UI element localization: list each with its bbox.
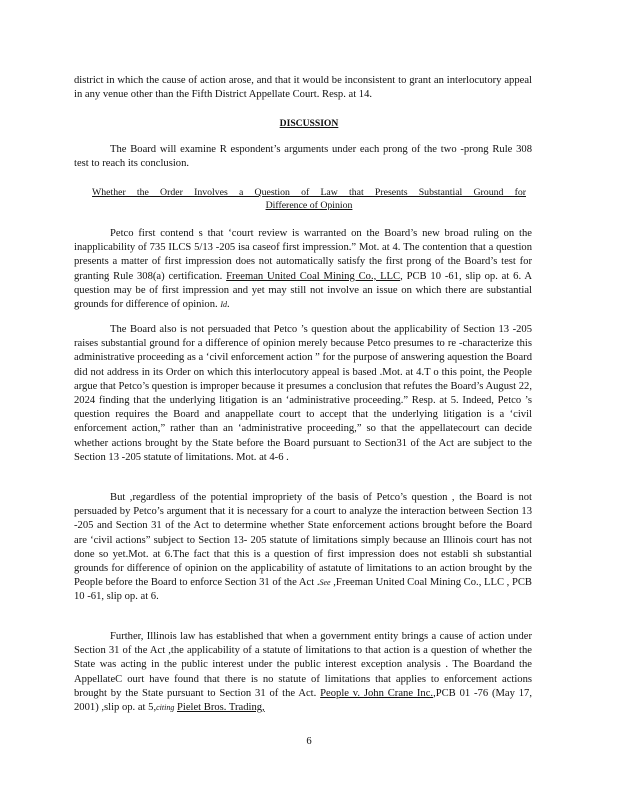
citation-pielet: Pielet Bros. Trading,	[176, 702, 265, 714]
paragraph-petco-contends	[74, 227, 532, 312]
discussion-heading: DISCUSSION	[279, 118, 339, 129]
p6-text-b: ,PCB 01 -76 (May 17, 2001) ,slip op. at 5,	[74, 687, 532, 714]
p3-text-a: Petco first contend s that ‘court review is warranted on the Board’s new broad ruling on the inapplicability of 735 ILCS 5/13 -205 isa caseof first impression.” Mot. at 4. The contention that a question presents a matter of first impression does not automatically satisfy the first prong of the Board’s test for granting Rule 308(a) certification.	[74, 228, 532, 282]
citation-john-crane: People v. John Crane Inc.	[320, 687, 434, 699]
p6-text-a: Further, Illinois law has established that when a government entity brings a cause of action under Section 31 of the Act ,the applicability of a statute of limitations to that action is a question of whether the State was acting in the public interest under the public interest exception analysis . The Boardand the AppellateC ourt have found that there is no statute of limitations that applies to enforcement actions brought by the State pursuant to Section 31 of the Act.	[74, 631, 532, 699]
p3-text-c: .	[227, 299, 230, 311]
p3-text-b: , PCB 10 -61, slip op. at 6. A question may be of first impression and yet may still not involve an issue on which there are substantial grounds for difference of opinion.	[74, 270, 533, 311]
paragraph-illinois-law	[74, 630, 532, 715]
subheading-line-1: Whether the Order Involves a Question of Law that Presents Substantial Ground for	[92, 187, 526, 198]
page-number: 6	[306, 736, 312, 747]
paragraph-intro: district in which the cause of action arose, and that it would be inconsistent to grant an interlocutory appeal in any venue other than the Fifth District Appellate Court. Resp. at 14.	[74, 75, 532, 101]
citation-citing: citing	[156, 703, 175, 713]
section-heading	[0, 117, 618, 131]
subheading-line-2: Difference of Opinion	[265, 200, 353, 211]
paragraph-not-persuaded: The Board also is not persuaded that Petco ’s question about the applicability of Section 13 -205 raises substantial ground for a difference of opinion merely because Petco presumes to re -characterize this administrative proceeding as a ‘civil enforcement action ” for the purpose of answering aquestion the Board did not address in its Order on which this interlocutory appeal is based .Mot. at 4.T o this point, the People argue that Petco’s question is improper because it presumes a conclusion that refutes the Board’s August 22, 2024 finding that the underlying litigation is an ‘administrative proceeding.” Resp. at 5. Indeed, Petco ’s question requires the Board and anappellate court to accept that the underlying litigation is a ‘civil enforcement action,” rather than an ‘administrative proceeding,” so that the appellatecourt can decide whether actions brought by the State before the Board pursuant to Section31 of the Act are subject to the Section 13 -205 statute of limitations. Mot. at 4-6 .	[74, 324, 532, 463]
paragraph-regardless	[74, 491, 532, 605]
p5-text-b: ,Freeman United Coal Mining Co., LLC , PCB 10 -61, slip op. at 6.	[74, 577, 533, 603]
paragraph-board-examine: The Board will examine R espondent’s arguments under each prong of the two -prong Rule 308 test to reach its conclusion.	[74, 144, 532, 170]
citation-id: Id	[220, 300, 227, 310]
subsection-heading	[92, 186, 526, 212]
citation-see: See	[319, 578, 331, 588]
citation-freeman: Freeman United Coal Mining Co., LLC	[226, 270, 401, 282]
p5-text-a: But ,regardless of the potential impropriety of the basis of Petco’s question , the Board is not persuaded by Petco’s argument that it is necessary for a court to analyze the interaction between Section 13 -205 and Section 31 of the Act to determine whether State enforcement actions brought before the Board are ‘civil actions” subject to Section 13- 205 statute of limitations simply because an Illinois court has not done so yet.Mot. at 6.The fact that this is a question of first impression does not establi sh substantial grounds for difference of opinion on the applicability of astatute of limitations to an action brought by the People before the Board to enforce Section 31 of the Act .	[74, 492, 532, 589]
